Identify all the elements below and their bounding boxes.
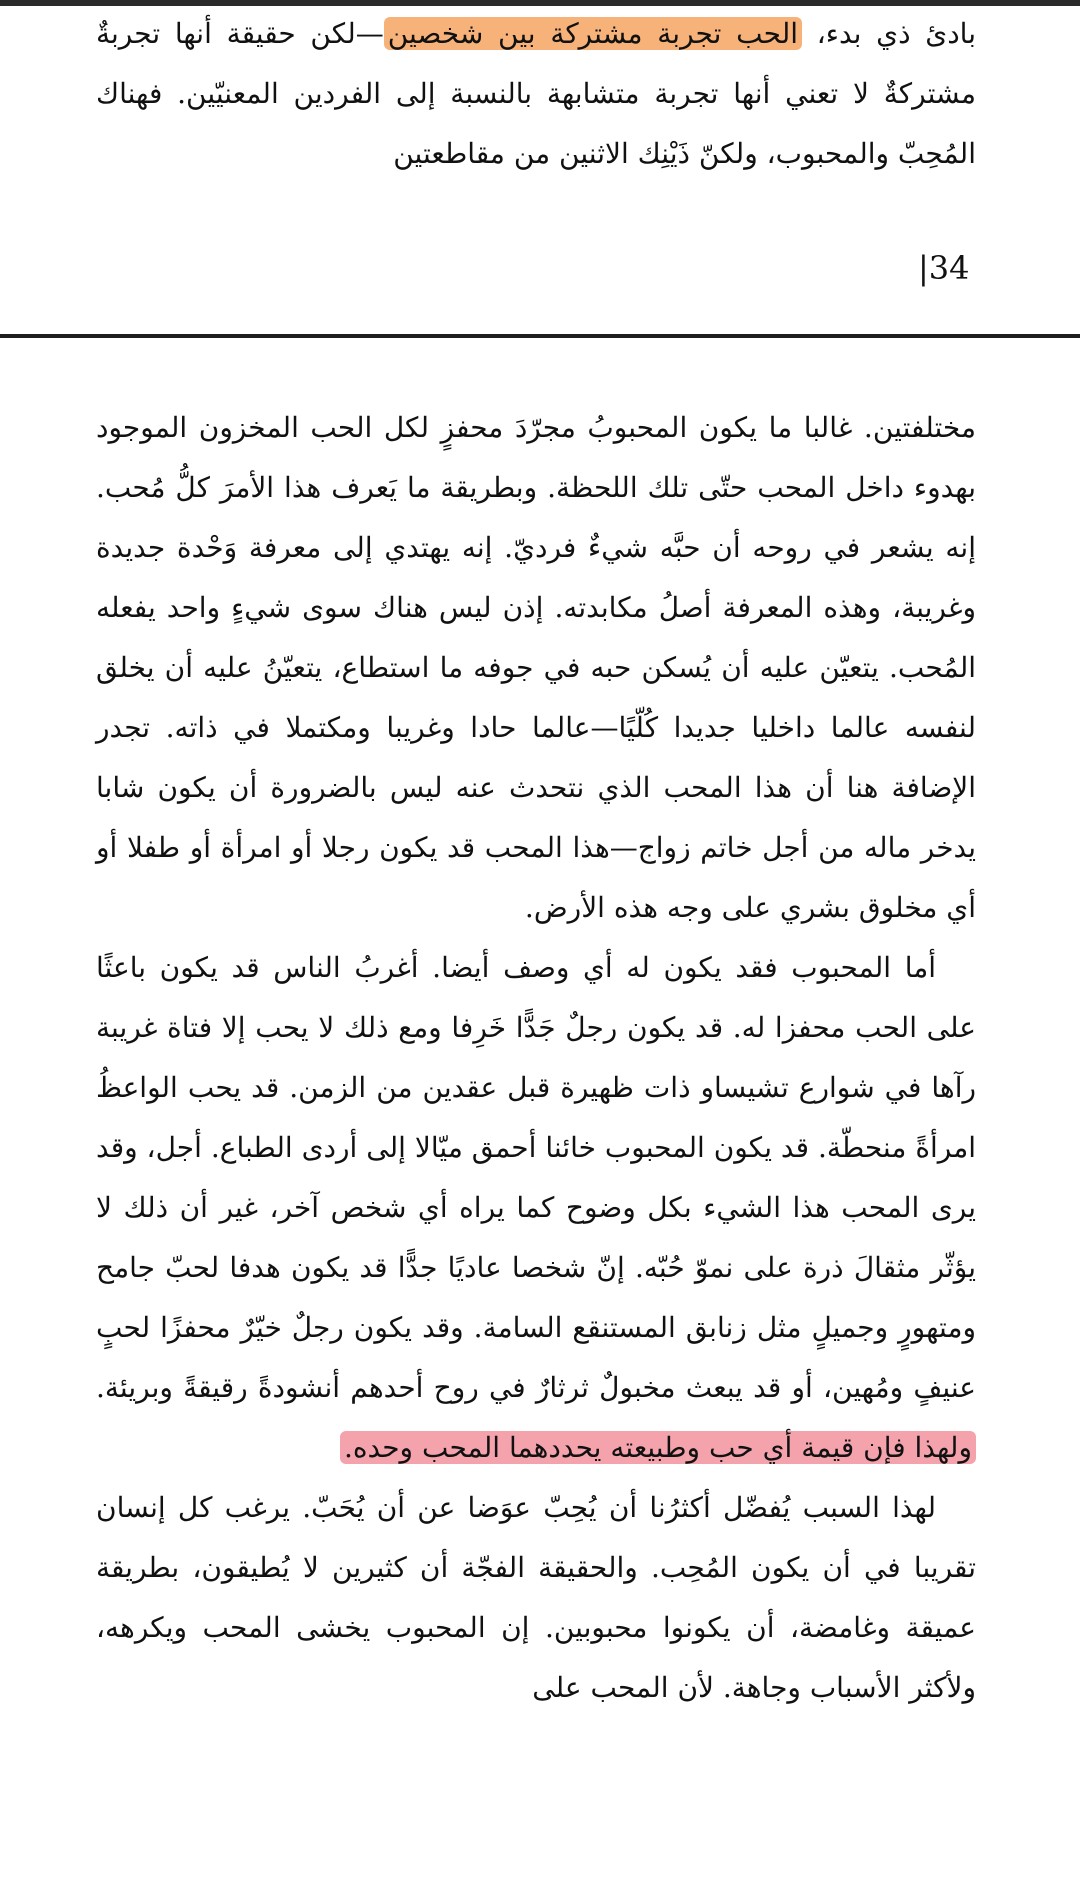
top-paragraph bbox=[96, 4, 976, 184]
paragraph-2-text: أما المحبوب فقد يكون له أي وصف أيضا. أغربُ الناس قد يكون باعثًا على الحب محفزا له. قد يكون رجلٌ جَدًّا خَرِفا ومع ذلك لا يحب إلا فتاة غريبة رآها في شوارع تشيساو ذات ظهيرة قبل عقدين من الزمن. قد يحب الواعظُ امرأةً منحطّة. قد يكون المحبوب خائنا أحمق ميّالا إلى أردى الطباع. أجل، وقد يرى المحب هذا الشيء بكل وضوح كما يراه أي شخص آخر، غير أن ذلك لا يؤثّر مثقالَ ذرة على نموّ حُبّه. إنّ شخصا عاديًا جدًّا قد يكون هدفا لحبّ جامح ومتهورٍ وجميلٍ مثل زنابق المستنقع السامة. وقد يكون رجلٌ خيّرٌ محفزًا لحبٍ عنيفٍ ومُهين، أو قد يبعث مخبولٌ ثرثارٌ في روح أحدهم أنشودةً رقيقةً وبريئة. bbox=[96, 951, 976, 1404]
paragraph-3: لهذا السبب يُفضّل أكثرُنا أن يُحِبّ عوَضا عن أن يُحَبّ. يرغب كل إنسان تقريبا في أن يكون المُحِب. والحقيقة الفجّة أن كثيرين لا يُطيقون، بطريقة عميقة وغامضة، أن يكونوا محبوبين. إن المحبوب يخشى المحب ويكرهه، ولأكثر الأسباب وجاهة. لأن المحب على bbox=[96, 1491, 976, 1704]
top-page-text bbox=[96, 4, 976, 184]
highlight-pink: ولهذا فإن قيمة أي حب وطبيعته يحددهما المحب وحده. bbox=[340, 1431, 976, 1464]
top-text-suffix: —لكن حقيقة أنها تجربةٌ مشتركةٌ لا تعني أنها تجربة متشابهة بالنسبة إلى الفردين المعنيّين. فهناك المُحِبّ والمحبوب، ولكنّ ذَيْنِك الاثنين من مقاطعتين bbox=[96, 17, 976, 170]
top-text-prefix: بادئ ذي بدء، bbox=[802, 17, 976, 50]
paragraph-1: مختلفتين. غالبا ما يكون المحبوبُ مجرّدَ محفزٍ لكل الحب المخزون الموجود بهدوء داخل المحب حتّى تلك اللحظة. وبطريقة ما يَعرف هذا الأمرَ كلُّ مُحب. إنه يشعر في روحه أن حبَّه شيءٌ فرديّ. إنه يهتدي إلى معرفة وَحْدة جديدة وغريبة، وهذه المعرفة أصلُ مكابدته. إذن ليس هناك سوى شيءٍ واحد يفعله المُحب. يتعيّن عليه أن يُسكن حبه في جوفه ما استطاع، يتعيّنُ عليه أن يخلق لنفسه عالما داخليا جديدا كُلّيًا—عالما حادا وغريبا ومكتملا في ذاته. تجدر الإضافة هنا أن هذا المحب الذي نتحدث عنه ليس بالضرورة أن يكون شابا يدخر ماله من أجل خاتم زواج—هذا المحب قد يكون رجلا أو امرأة أو طفلا أو أي مخلوق بشري على وجه هذه الأرض. bbox=[96, 411, 976, 924]
highlight-orange: الحب تجربة مشتركة بين شخصين bbox=[384, 17, 802, 50]
bottom-page-text bbox=[96, 398, 976, 1718]
paragraph-2 bbox=[96, 938, 976, 1478]
page-number: |34 bbox=[918, 249, 970, 287]
